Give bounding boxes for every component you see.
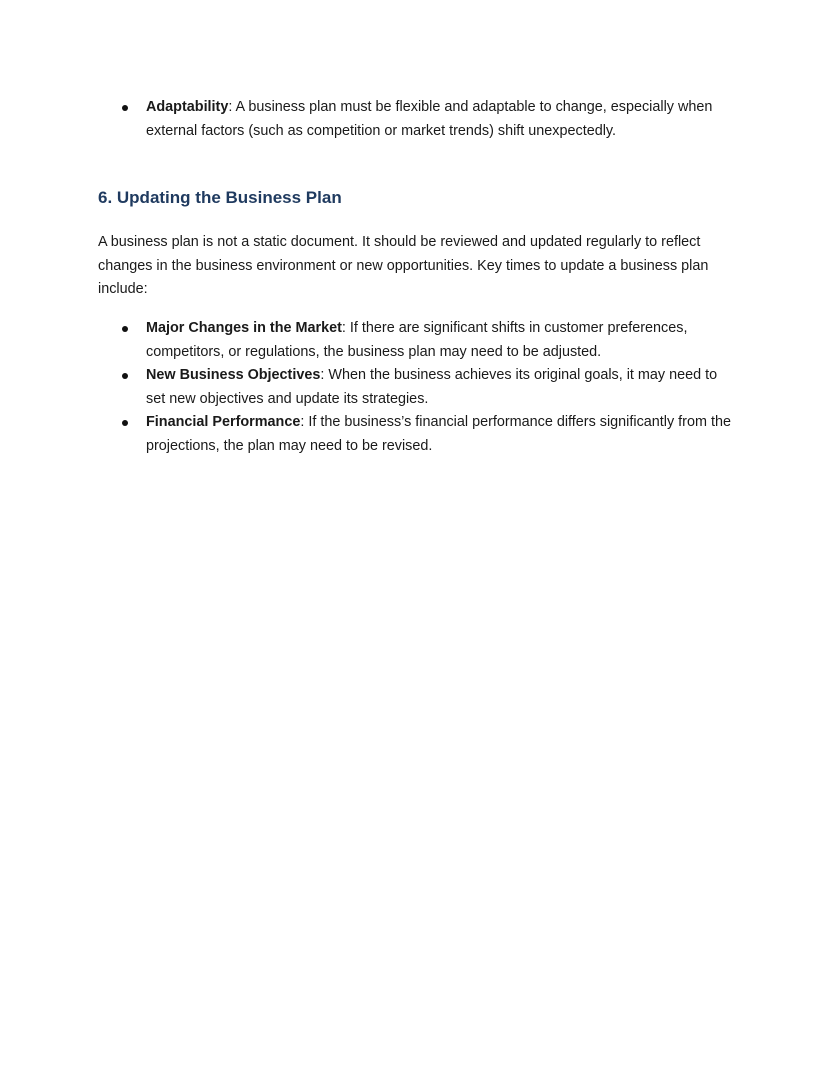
section-heading: 6. Updating the Business Plan	[98, 188, 342, 207]
bullet-icon	[122, 373, 128, 379]
bullet-icon	[122, 326, 128, 332]
section-paragraph: A business plan is not a static document. It should be reviewed and updated regularly to reflect changes in the business environment or new opportunities. Key times to update a business plan include:	[98, 234, 709, 297]
list-item	[98, 364, 738, 411]
bullet-text: : If there are significant shifts in customer preferences, competitors, or regulations, the business plan may need to be adjusted.	[146, 320, 688, 360]
list-item	[98, 96, 738, 143]
bullet-text: : A business plan must be flexible and adaptable to change, especially when external factors (such as competition or market trends) shift unexpectedly.	[146, 99, 713, 139]
bullet-icon	[122, 105, 128, 111]
bullet-term: New Business Objectives	[146, 367, 321, 383]
bullet-term: Major Changes in the Market	[146, 320, 342, 336]
update-times-bullet-list	[98, 317, 738, 458]
adaptability-bullet-list	[98, 96, 738, 143]
bullet-icon	[122, 420, 128, 426]
list-item	[98, 411, 738, 458]
bullet-text: : If the business’s financial performance differs significantly from the projections, the plan may need to be revised.	[146, 414, 731, 454]
bullet-term: Adaptability	[146, 99, 229, 115]
bullet-term: Financial Performance	[146, 414, 301, 430]
bullet-text: : When the business achieves its original goals, it may need to set new objectives and update its strategies.	[146, 367, 718, 407]
list-item	[98, 317, 738, 364]
